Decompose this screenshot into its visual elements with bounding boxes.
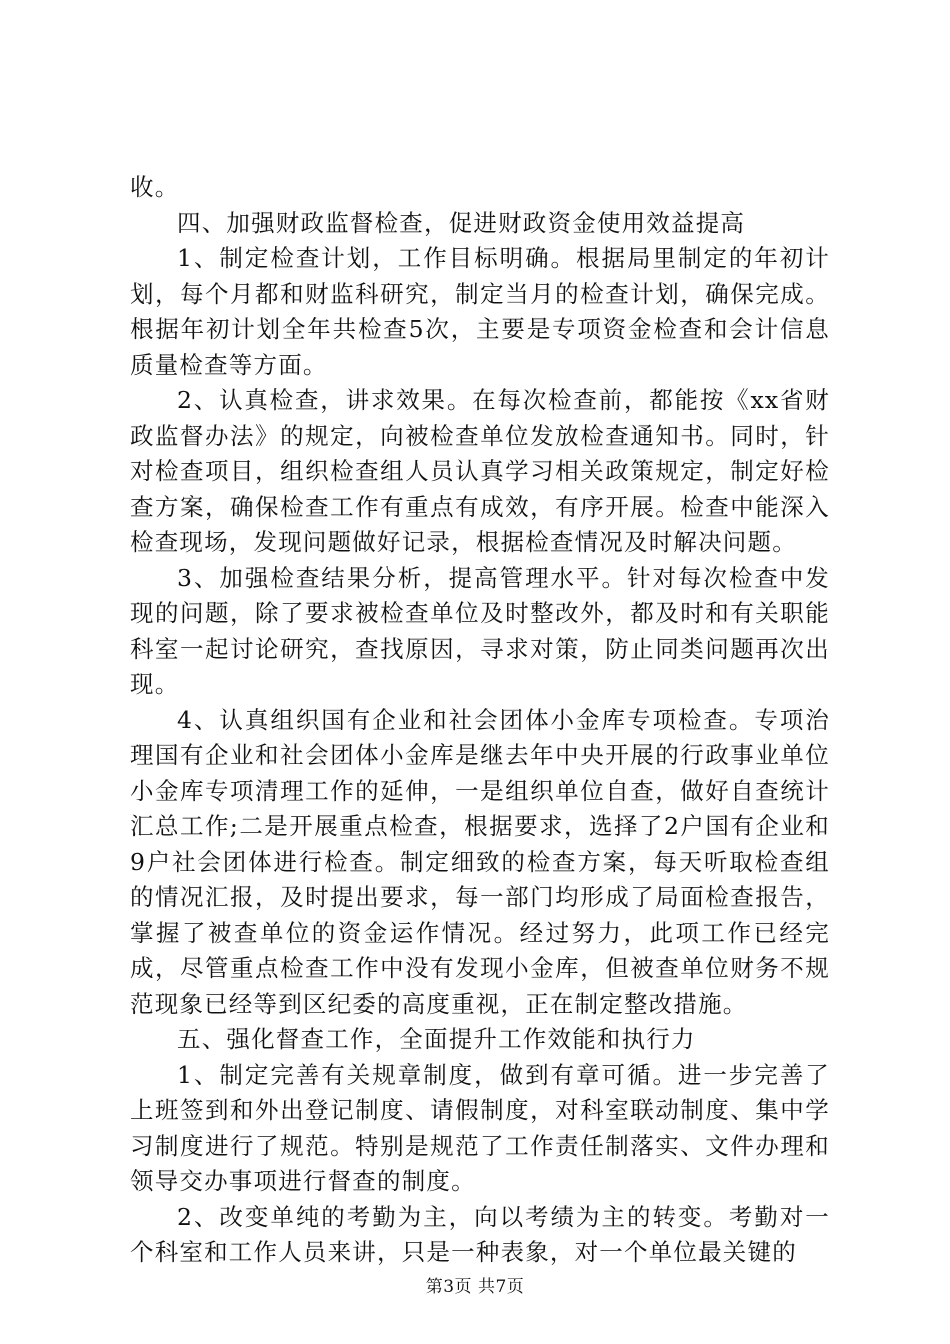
paragraph-4-4: 4、认真组织国有企业和社会团体小金库专项检查。专项治理国有企业和社会团体小金库是继去年中央开展的行政事业单位小金库专项清理工作的延伸，一是组织单位自查，做好自查统计汇总工作;二是开展重点检查，根据要求，选择了2户国有企业和9户社会团体进行检查。制定细致的检查方案，每天听取检查组的情况汇报，及时提出要求，每一部门均形成了局面检查报告，掌握了被查单位的资金运作情况。经过努力，此项工作已经完成，尽管重点检查工作中没有发现小金库，但被查单位财务不规范现象已经等到区纪委的高度重视，正在制定整改措施。 <box>130 705 830 1018</box>
paragraph-4-2: 2、认真检查，讲求效果。在每次检查前，都能按《xx省财政监督办法》的规定，向被检查单位发放检查通知书。同时，针对检查项目，组织检查组人员认真学习相关政策规定，制定好检查方案，确保检查工作有重点有成效，有序开展。检查中能深入检查现场，发现问题做好记录，根据检查情况及时解决问题。 <box>130 386 830 556</box>
document-body <box>130 170 830 1271</box>
paragraph-4-3: 3、加强检查结果分析，提高管理水平。针对每次检查中发现的问题，除了要求被检查单位及时整改外，都及时和有关职能科室一起讨论研究，查找原因，寻求对策，防止同类问题再次出现。 <box>130 563 830 698</box>
paragraph-4-1: 1、制定检查计划，工作目标明确。根据局里制定的年初计划，每个月都和财监科研究，制定当月的检查计划，确保完成。根据年初计划全年共检查5次，主要是专项资金检查和会计信息质量检查等方面。 <box>130 244 830 379</box>
paragraph-continuation: 收。 <box>130 173 180 201</box>
paragraph-5-2: 2、改变单纯的考勤为主，向以考绩为主的转变。考勤对一个科室和工作人员来讲，只是一种表象，对一个单位最关键的 <box>130 1202 830 1266</box>
paragraph-5-1: 1、制定完善有关规章制度，做到有章可循。进一步完善了上班签到和外出登记制度、请假制度，对科室联动制度、集中学习制度进行了规范。特别是规范了工作责任制落实、文件办理和领导交办事项进行督查的制度。 <box>130 1060 830 1195</box>
page-number-footer: 第3页 共7页 <box>425 1277 525 1297</box>
section-heading-4: 四、加强财政监督检查，促进财政资金使用效益提高 <box>177 208 746 237</box>
section-heading-5: 五、强化督查工作，全面提升工作效能和执行力 <box>177 1025 696 1053</box>
